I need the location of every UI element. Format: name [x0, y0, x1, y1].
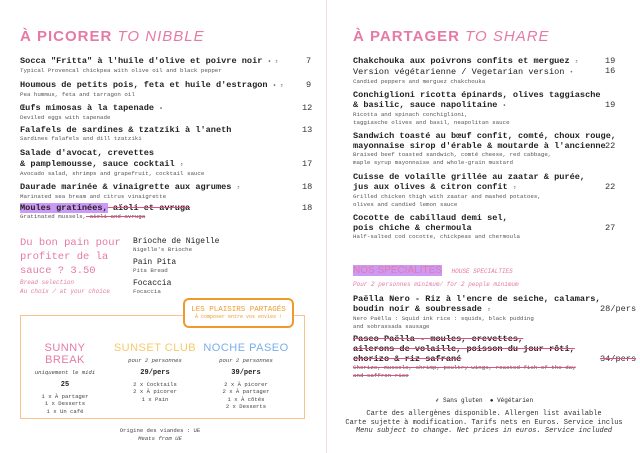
diet-icons: • ⸗: [267, 58, 279, 65]
item-name-line3: chorizo & riz safrané: [353, 354, 462, 364]
item-desc: Nero Paëlla : Squid ink rice : squids, black pudding: [353, 315, 534, 322]
item-desc: Typical Provencal chickpea with olive oil and black pepper: [20, 67, 222, 74]
legend-veg: Végétarien: [497, 397, 534, 404]
diet-icons: •: [159, 105, 163, 112]
item-price: 7: [306, 56, 312, 66]
item-price: 34/pers: [600, 354, 637, 364]
menu-item: [353, 90, 601, 127]
item-desc: Chorizo, mussels, shrimp, poultry wings, roasted fish of the day: [353, 364, 576, 371]
menu-item: [20, 203, 190, 221]
specials-title: NOS SPECIALITES: [353, 265, 442, 276]
origin-en: Meats from UE: [138, 434, 182, 442]
formule-line: 2 x Cocktails: [133, 380, 177, 388]
formule-line: 1 x À côtés: [227, 395, 265, 403]
item-name-line2: & basilic, sauce napolitaine: [353, 100, 498, 110]
plaisirs-sub: À composer entre vos envies !: [194, 314, 282, 320]
formule-noche-paseo: [203, 342, 289, 411]
item-price: 13: [302, 125, 313, 135]
title-en: TO SHARE: [465, 28, 550, 45]
item-desc: Avocado salad, shrimps and grapefruit, cocktail sauce: [20, 170, 205, 177]
formule-price: 29/pers: [140, 368, 170, 377]
menu-item: [20, 80, 284, 99]
gluten-free-icon: ⸙: [434, 397, 440, 404]
formule-cond: pour 2 personnes: [219, 357, 273, 364]
menu-item: [20, 103, 163, 122]
item-name: Chakchouka aux poivrons confits et merguez: [353, 56, 570, 66]
item-name-line2: boudin noir & soubressade: [353, 304, 482, 314]
meat-origin: [110, 427, 210, 442]
item-price: 22: [605, 182, 616, 192]
diet-icons: ⸗: [487, 306, 491, 313]
item-price: 9: [306, 80, 312, 90]
item-desc-line2: and saffron rice: [353, 372, 409, 379]
bread-line1: Du bon pain pour: [20, 237, 121, 249]
menu-item: [353, 56, 578, 86]
item-desc: Marinated sea bream and citrus vinaigrette: [20, 193, 167, 200]
vegetarian-icon: ●: [489, 397, 494, 404]
item-name-struck: aïoli et avruga: [107, 203, 191, 213]
item-name-line2: jus aux olives & citron confit: [353, 182, 508, 192]
item-desc: Deviled eggs with tapenade: [20, 114, 111, 121]
item-name: Falafels de sardines & tzatziki à l'aneth: [20, 125, 232, 135]
bread-option: Focaccia: [133, 279, 172, 288]
item-desc: Grilled chicken thigh with zaatar and mashed potatoes,: [353, 193, 541, 200]
menu-item: [20, 148, 204, 178]
menu-item: [353, 131, 616, 167]
formule-line: 1 x Pain: [141, 395, 169, 403]
item-price: 12: [302, 103, 313, 113]
origin-fr: Origine des viandes : UE: [119, 427, 201, 434]
item-name: Socca "Fritta" à l'huile d'olive et poivre noir: [20, 56, 263, 66]
item-name-line2: pois chiche & chermoula: [353, 223, 472, 233]
bread-option-en: Nigelle's Brioche: [133, 246, 193, 253]
item-desc: Ricotta and spinach conchiglioni,: [353, 111, 468, 118]
diet-icons: •: [502, 102, 507, 109]
item-price: 27: [605, 223, 616, 233]
title-en: TO NIBBLE: [117, 28, 205, 45]
menu-item: [353, 172, 585, 209]
item-name: Salade d'avocat, crevettes: [20, 148, 155, 158]
diet-legend: [327, 396, 640, 404]
menu-item: [20, 56, 278, 75]
item-price: 28/pers: [600, 304, 637, 314]
title-fr: À PICORER: [20, 28, 113, 45]
formule-line: 1 x À partager: [41, 392, 89, 400]
formule-line: 1 x Un café: [46, 407, 84, 415]
item-name: Daurade marinée & vinaigrette aux agrumes: [20, 182, 232, 192]
formule-line: 2 x À picorer: [133, 388, 177, 395]
item-desc: Pea hummus, feta and tarragon oil: [20, 91, 135, 98]
item-name: Sandwich toasté au bœuf confit, comté, choux rouge,: [353, 131, 617, 141]
item-price: 18: [302, 182, 313, 192]
formule-price: 39/pers: [231, 368, 261, 377]
footer-line: Menu subject to change. Net prices in euros. Service included: [355, 427, 613, 435]
formule-line: 2 x Desserts: [225, 403, 267, 410]
item-name: Moules gratinées,: [20, 203, 108, 213]
special-item-unavailable: [353, 334, 576, 380]
item-name: Conchiglioni ricotta épinards, olives taggiasche: [353, 90, 601, 100]
bread-option: Pain Pita: [133, 258, 177, 267]
item-price: 17: [302, 159, 313, 169]
section-title-nibble: [20, 28, 205, 45]
diet-icons: ⸗: [236, 184, 241, 191]
item-desc-line2: and sobrassada sausage: [353, 323, 430, 330]
item-price: 19: [605, 56, 616, 66]
bread-line3: sauce ? 3.50: [20, 265, 96, 277]
item-desc: Braised beef toasted sandwich, comté cheese, red cabbage,: [353, 151, 552, 158]
menu-item: [353, 213, 520, 241]
item-desc: Candied peppers and merguez chakchouka: [353, 78, 486, 85]
item-name: Houmous de petits pois, feta et huile d'estragon: [20, 80, 268, 90]
formule-name: NOCHE PASEO: [203, 342, 289, 354]
item-price: 19: [605, 100, 616, 110]
item-variant: Version végétarienne / Vegetarian version: [353, 67, 565, 77]
item-name: Paseo Paëlla - moules, crevettes,: [353, 334, 524, 344]
plaisirs-title: LES PLAISIRS PARTAGÉS: [191, 306, 286, 314]
right-page: [326, 0, 640, 453]
section-title-share: [353, 28, 550, 45]
bread-option-en: Focaccia: [133, 288, 161, 295]
bread-option: Brioche de Nigelle: [133, 237, 220, 246]
bread-options: [133, 237, 219, 296]
menu-item: [20, 125, 231, 143]
bread-sub1: Bread selection: [20, 279, 75, 286]
formule-cond: pour 2 personnes: [128, 357, 182, 364]
formule-sunny-break: [25, 342, 105, 415]
formule-cond: uniquement le midi: [34, 369, 96, 376]
formule-name: SUNNY BREAK: [44, 342, 86, 366]
item-name: Cocotte de cabillaud demi sel,: [353, 213, 508, 223]
item-name: Cuisse de volaille grillée au zaatar & purée,: [353, 172, 586, 182]
item-name-line2: & pamplemousse, sauce cocktail: [20, 159, 175, 169]
footer-line: Carte des allergènes disponible. Allergen list available: [366, 410, 602, 418]
diet-icons: •: [569, 69, 574, 76]
formule-line: 2 x À picorer: [224, 380, 268, 388]
formule-price: 25: [60, 380, 70, 389]
menu-item: [20, 182, 240, 201]
bread-line2: profiter de la: [20, 251, 109, 263]
bread-option-en: Pita Bread: [133, 267, 168, 274]
special-item: [353, 294, 601, 331]
formule-sunset-club: [113, 342, 197, 403]
specials-sub: Pour 2 personnes minimum/ for 2 people minimum: [353, 281, 519, 288]
bread-sub2: Au choix / at your choice: [20, 288, 111, 295]
item-desc: Sardines falafels and dill tzatziki: [20, 135, 142, 142]
item-desc-struck: aïoli and avruga: [86, 213, 146, 220]
formule-line: 1 x Desserts: [44, 400, 86, 407]
item-name: Paëlla Nero - Riz à l'encre de seiche, calamars,: [353, 294, 601, 304]
specials-header: [353, 260, 519, 288]
item-name: Œufs mimosas à la tapenade: [20, 103, 155, 113]
item-desc-line2: taggiasche olives and basil, neapolitan sauce: [353, 119, 510, 126]
item-desc: Half-salted cod cocotte, chickpeas and chermoula: [353, 233, 520, 240]
footer-line: Carte sujette à modification. Tarifs nets en Euros. Service inclus: [345, 418, 623, 427]
legend-gf: Sans gluten: [443, 397, 483, 404]
specials-title-en: HOUSE SPECIALTIES: [451, 268, 513, 275]
item-desc-line2: olives and candied lemon sauce: [353, 201, 458, 208]
item-name-line2: ailerons de volaille, poisson du jour rôti,: [353, 344, 575, 354]
formule-name: SUNSET CLUB: [113, 342, 197, 354]
plaisirs-badge: [183, 298, 294, 328]
item-name-line2: mayonnaise sirop d'érable & moutarde à l'ancienne: [353, 141, 606, 151]
diet-icons: • ⸗: [272, 82, 284, 89]
footer-notes: [327, 410, 640, 436]
diet-icons: ⸗: [512, 184, 517, 191]
item-price: 22: [605, 141, 616, 151]
formule-line: 2 x À partager: [222, 388, 270, 395]
diet-icons: ⸗: [179, 161, 184, 168]
item-price: 18: [302, 203, 313, 213]
item-desc-line2: maple syrup mayonnaise and whole-grain mustard: [353, 159, 514, 166]
title-fr: À PARTAGER: [353, 28, 460, 45]
item-desc: Gratinated mussels,: [20, 213, 87, 220]
bread-offer: [20, 236, 121, 296]
diet-icons: ⸗: [574, 58, 579, 65]
item-price-veg: 16: [605, 66, 616, 76]
